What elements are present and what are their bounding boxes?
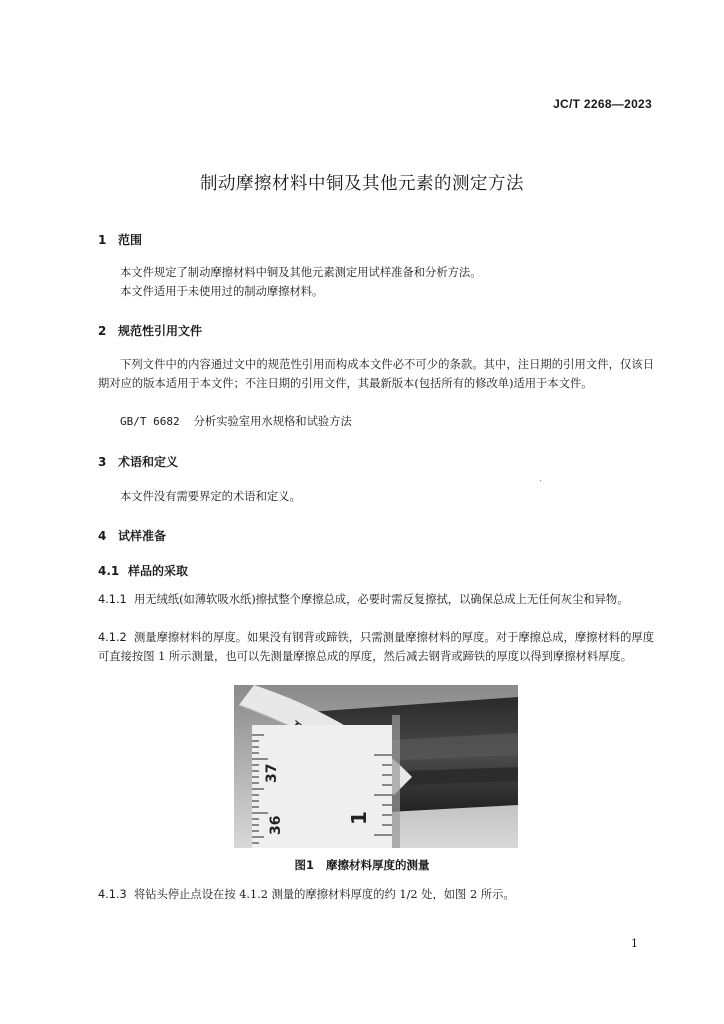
section-title: 术语和定义 — [118, 455, 179, 469]
reference-title: 分析实验室用水规格和试验方法 — [193, 415, 352, 428]
section-1-heading — [98, 231, 142, 248]
thickness-measurement-photo — [234, 685, 518, 848]
ruler-label-37: 37 — [264, 763, 280, 783]
section-title: 规范性引用文件 — [118, 324, 203, 338]
clause-number: 4.1.2 — [98, 631, 127, 644]
section-2-heading — [98, 322, 202, 339]
scan-speck — [540, 480, 541, 481]
subsection-4-1-heading — [98, 562, 188, 579]
section-number: 3 — [98, 455, 107, 469]
page-number: 1 — [631, 937, 638, 950]
figure-number: 图1 — [294, 858, 314, 872]
clause-text: 将钻头停止点设在按 4.1.2 测量的摩擦材料厚度的约 1/2 处，如图 2 所示。 — [133, 888, 515, 901]
section-number: 1 — [98, 233, 107, 247]
section-number: 2 — [98, 324, 107, 338]
figure-1-caption — [0, 857, 724, 873]
ruler-label-1: 1 — [347, 811, 371, 825]
clause-4-1-3 — [98, 885, 654, 904]
clause-text: 测量摩擦材料的厚度。如果没有钢背或蹄铁，只需测量摩擦材料的厚度。对于摩擦总成，摩擦材料的厚度可直接按图 1 所示测量，也可以先测量摩擦总成的厚度，然后减去钢背或蹄铁的厚度以得到摩擦材料厚度。 — [98, 631, 654, 663]
section-title: 试样准备 — [118, 529, 167, 543]
clause-number: 4.1.3 — [98, 888, 127, 901]
section-3-heading — [98, 453, 178, 470]
reference-code: GB/T 6682 — [120, 415, 180, 428]
s3-paragraph: 本文件没有需要界定的术语和定义。 — [120, 490, 301, 503]
normative-reference — [120, 413, 352, 429]
s1-paragraph-1: 本文件规定了制动摩擦材料中铜及其他元素测定用试样准备和分析方法。 — [120, 266, 482, 279]
clause-4-1-2 — [98, 628, 654, 666]
section-number: 4 — [98, 529, 107, 543]
subsection-title: 样品的采取 — [128, 564, 189, 578]
s1-paragraph-2: 本文件适用于未使用过的制动摩擦材料。 — [120, 285, 324, 298]
ruler-label-36: 36 — [268, 815, 284, 835]
section-4-heading — [98, 527, 166, 544]
section-title: 范围 — [118, 233, 143, 247]
figure-caption-text: 摩擦材料厚度的测量 — [326, 858, 430, 872]
clause-4-1-1 — [98, 590, 654, 609]
figure-1-photo — [234, 685, 518, 848]
standard-code: JC/T 2268—2023 — [553, 97, 652, 111]
clause-text: 用无绒纸(如薄软吸水纸)擦拭整个摩擦总成，必要时需反复擦拭，以确保总成上无任何灰尘和异物。 — [133, 593, 629, 606]
s2-paragraph: 下列文件中的内容通过文中的规范性引用而构成本文件必不可少的条款。其中，注日期的引用文件，仅该日期对应的版本适用于本文件；不注日期的引用文件，其最新版本(包括所有的修改单)适用于本文件。 — [98, 358, 654, 390]
clause-number: 4.1.1 — [98, 593, 127, 606]
document-title: 制动摩擦材料中铜及其他元素的测定方法 — [200, 174, 524, 194]
subsection-number: 4.1 — [98, 564, 120, 578]
